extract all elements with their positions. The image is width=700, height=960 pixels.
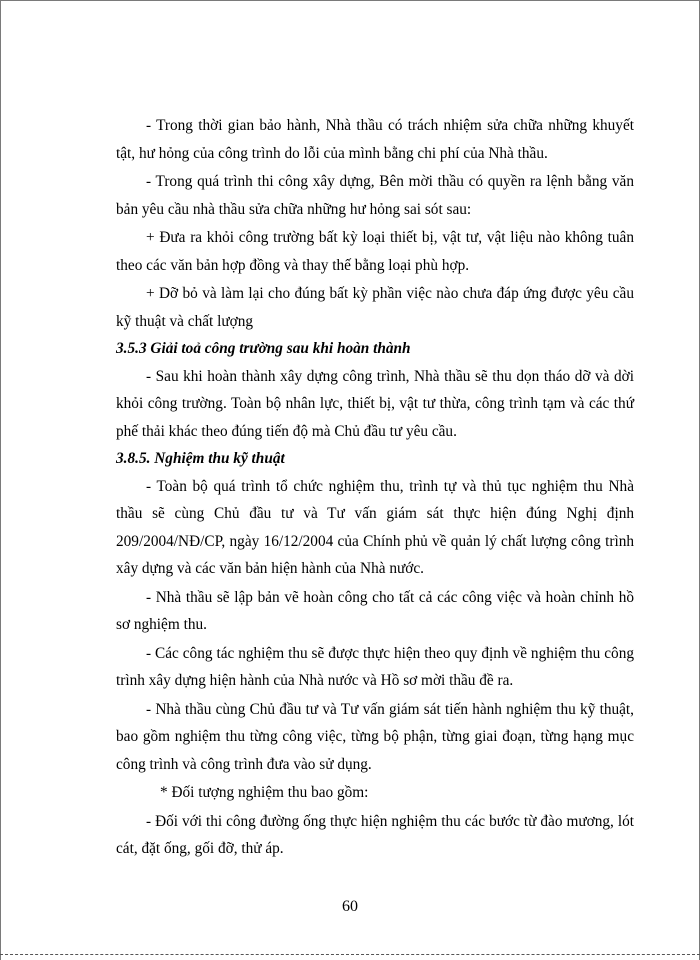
paragraph-acceptance-stages: - Nhà thầu cùng Chủ đầu tư và Tư vấn giám sát tiến hành nghiệm thu kỹ thuật, bao gồm nghiệm thu từng công việc, từng bộ phận, từng giai đoạn, từng hạng mục công trình và công trình đưa vào sử dụng.: [116, 700, 634, 773]
paragraph-as-built-drawings: - Nhà thầu sẽ lập bản vẽ hoàn công cho tất cả các công việc và hoàn chỉnh hồ sơ nghiệm thu.: [116, 588, 634, 633]
document-body: [116, 112, 634, 863]
section-heading-technical-acceptance: 3.8.5. Nghiệm thu kỹ thuật: [116, 450, 285, 467]
paragraph-pipeline-acceptance: - Đối với thi công đường ống thực hiện nghiệm thu các bước từ đào mương, lót cát, đặt ống, gối đỡ, thử áp.: [116, 812, 634, 857]
paragraph-redo-work: + Dỡ bỏ và làm lại cho đúng bất kỳ phần việc nào chưa đáp ứng được yêu cầu kỹ thuật và chất lượng: [116, 285, 634, 330]
paragraph-acceptance-procedure: - Toàn bộ quá trình tổ chức nghiệm thu, trình tự và thủ tục nghiệm thu Nhà thầu sẽ cùng Chủ đầu tư và Tư vấn giám sát thực hiện đúng Nghị định 209/2004/NĐ/CP, ngày 16/12/2004 của Chính phủ về quản lý chất lượng công trình xây dựng và các văn bản hiện hành của Nhà nước.: [116, 477, 634, 577]
paragraph-remove-materials: + Đưa ra khỏi công trường bất kỳ loại thiết bị, vật tư, vật liệu nào không tuân theo các văn bản hợp đồng và thay thế bằng loại phù hợp.: [116, 229, 634, 274]
page-border-left: [0, 0, 1, 960]
page-number: 60: [342, 898, 358, 915]
paragraph-acceptance-regulations: - Các công tác nghiệm thu sẽ được thực hiện theo quy định về nghiệm thu công trình xây dựng hiện hành của Nhà nước và Hồ sơ mời thầu đề ra.: [116, 644, 634, 689]
paragraph-construction-order: - Trong quá trình thi công xây dựng, Bên mời thầu có quyền ra lệnh bằng văn bản yêu cầu nhà thầu sửa chữa những hư hỏng sai sót sau:: [116, 173, 634, 218]
page-border-top: [0, 0, 700, 1]
paragraph-acceptance-objects: * Đối tượng nghiệm thu bao gồm:: [160, 784, 369, 801]
section-heading-site-clearance: 3.5.3 Giải toả công trường sau khi hoàn thành: [116, 340, 411, 357]
paragraph-warranty: - Trong thời gian bảo hành, Nhà thầu có trách nhiệm sửa chữa những khuyết tật, hư hỏng của công trình do lỗi của mình bằng chi phí của Nhà thầu.: [116, 117, 634, 162]
page-bottom-divider: [0, 954, 700, 955]
paragraph-site-clearance: - Sau khi hoàn thành xây dựng công trình, Nhà thầu sẽ thu dọn tháo dỡ và dời khỏi công trường. Toàn bộ nhân lực, thiết bị, vật tư thừa, công trình tạm và các thứ phế thải khác theo đúng tiến độ mà Chủ đầu tư yêu cầu.: [116, 367, 634, 440]
